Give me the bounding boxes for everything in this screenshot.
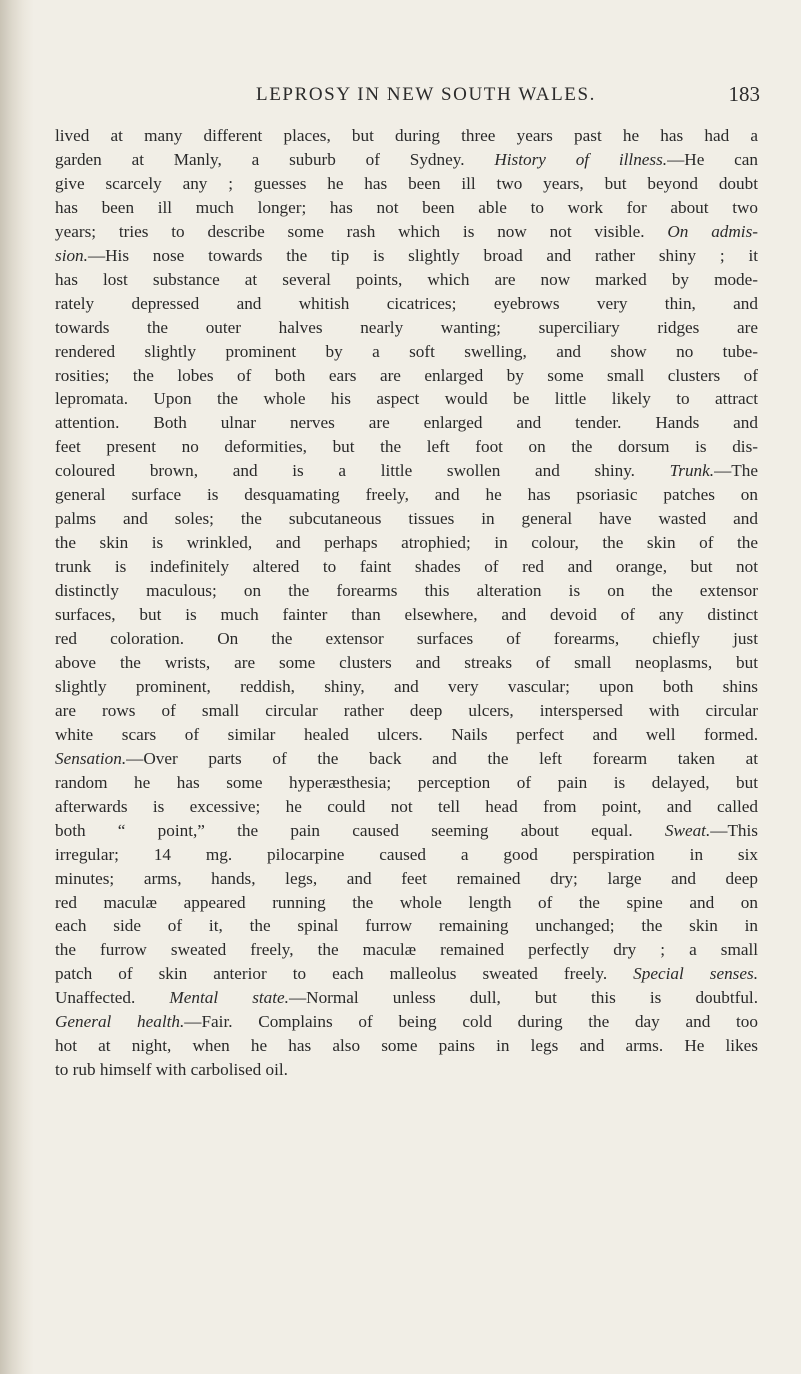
text-run: irregular; 14 mg. pilocarpine caused a good perspiration in six <box>55 844 758 864</box>
text-run: Unaffected. <box>55 988 170 1008</box>
text-line <box>55 627 758 651</box>
text-run: above the wrists, are some clusters and streaks of small neoplasms, but <box>55 652 758 672</box>
italic-heading: sion. <box>55 245 88 265</box>
spine-shadow <box>0 0 34 1374</box>
text-run: feet present no deformities, but the left foot on the dorsum is dis- <box>55 437 758 457</box>
italic-heading: Sensation. <box>55 748 127 768</box>
text-run: —This <box>710 820 758 840</box>
text-line <box>55 531 758 555</box>
italic-heading: On admis- <box>667 221 758 241</box>
italic-heading: Mental state. <box>169 988 289 1008</box>
text-line <box>55 891 758 915</box>
italic-heading: Special senses. <box>633 964 758 984</box>
text-line <box>55 843 758 867</box>
text-line <box>55 986 758 1010</box>
page-header <box>0 84 801 114</box>
text-run: random he has some hyperæsthesia; perception of pain is delayed, but <box>55 772 758 792</box>
text-run: slightly prominent, reddish, shiny, and very vascular; upon both shins <box>55 676 758 696</box>
text-run: lived at many different places, but during three years past he has had a <box>55 126 758 145</box>
text-line <box>55 244 758 268</box>
text-line <box>55 364 758 388</box>
text-run: palms and soles; the subcutaneous tissues in general have wasted and <box>55 509 758 529</box>
text-line <box>55 1034 758 1058</box>
text-line <box>55 220 758 244</box>
text-line <box>55 172 758 196</box>
text-run: coloured brown, and is a little swollen and shiny. <box>55 461 670 481</box>
text-line <box>55 747 758 771</box>
text-run: surfaces, but is much fainter than elsewhere, and devoid of any distinct <box>55 605 758 625</box>
text-line <box>55 316 758 340</box>
text-line <box>55 962 758 986</box>
italic-heading: Trunk. <box>669 461 715 481</box>
text-run: rosities; the lobes of both ears are enlarged by some small clusters of <box>55 365 758 385</box>
text-run: give scarcely any ; guesses he has been ill two years, but beyond doubt <box>55 173 758 193</box>
text-line <box>55 579 758 603</box>
body-text <box>55 124 758 1082</box>
text-run: garden at Manly, a suburb of Sydney. <box>55 149 495 169</box>
text-run: —Normal unless dull, but this is doubtful. <box>288 988 759 1008</box>
text-run: rately depressed and whitish cicatrices; eyebrows very thin, and <box>55 293 758 313</box>
text-run: red maculæ appeared running the whole length of the spine and on <box>55 892 758 912</box>
text-line <box>55 555 758 579</box>
text-line <box>55 603 758 627</box>
text-run: has lost substance at several points, which are now marked by mode- <box>55 269 758 289</box>
text-line <box>55 938 758 962</box>
italic-heading: Sweat. <box>664 820 711 840</box>
text-run: patch of skin anterior to each malleolus sweated freely. <box>55 964 634 984</box>
text-run: hot at night, when he has also some pains in legs and arms. He likes <box>55 1036 758 1056</box>
text-run: trunk is indefinitely altered to faint shades of red and orange, but not <box>55 557 758 577</box>
text-line <box>55 411 758 435</box>
text-run: lepromata. Upon the whole his aspect would be little likely to attract <box>55 389 758 409</box>
text-run: minutes; arms, hands, legs, and feet remained dry; large and deep <box>55 868 758 888</box>
text-run: the furrow sweated freely, the maculæ remained perfectly dry ; a small <box>55 940 758 960</box>
text-run: has been ill much longer; has not been able to work for about two <box>55 197 758 217</box>
text-run: white scars of similar healed ulcers. Nails perfect and well formed. <box>55 724 758 744</box>
text-line <box>55 340 758 364</box>
text-run: afterwards is excessive; he could not tell head from point, and called <box>55 796 758 816</box>
text-line <box>55 387 758 411</box>
text-line <box>55 483 758 507</box>
text-run: years; tries to describe some rash which is now not visible. <box>55 221 668 241</box>
text-run: —The <box>714 461 758 481</box>
text-line <box>55 196 758 220</box>
running-title: LEPROSY IN NEW SOUTH WALES. <box>256 84 596 105</box>
text-line <box>55 507 758 531</box>
text-line <box>55 1058 758 1082</box>
text-line <box>55 771 758 795</box>
text-run: towards the outer halves nearly wanting; superciliary ridges are <box>55 317 758 337</box>
text-run: —Fair. Complains of being cold during the day and too <box>184 1012 758 1032</box>
italic-heading: General health. <box>55 1012 185 1032</box>
text-line <box>55 148 758 172</box>
text-line <box>55 867 758 891</box>
text-line <box>55 124 758 148</box>
text-line <box>55 819 758 843</box>
text-run: the skin is wrinkled, and perhaps atrophied; in colour, the skin of the <box>55 533 758 553</box>
text-run: general surface is desquamating freely, and he has psoriasic patches on <box>55 485 758 505</box>
text-line <box>55 651 758 675</box>
text-line <box>55 268 758 292</box>
text-run: —Over parts of the back and the left forearm taken at <box>126 748 758 768</box>
text-run: each side of it, the spinal furrow remaining unchanged; the skin in <box>55 916 758 936</box>
page-number: 183 <box>728 82 760 106</box>
text-line <box>55 1010 758 1034</box>
text-run: attention. Both ulnar nerves are enlarged and tender. Hands and <box>55 413 758 433</box>
text-run: red coloration. On the extensor surfaces of forearms, chiefly just <box>55 629 758 649</box>
text-line <box>55 292 758 316</box>
text-line <box>55 675 758 699</box>
text-run: to rub himself with carbolised oil. <box>55 1060 288 1080</box>
text-run: —His nose towards the tip is slightly broad and rather shiny ; it <box>87 245 758 265</box>
italic-heading: History of illness. <box>494 149 668 169</box>
text-line <box>55 723 758 747</box>
text-line <box>55 795 758 819</box>
text-line <box>55 459 758 483</box>
text-run: both “ point,” the pain caused seeming about equal. <box>55 820 665 840</box>
text-run: —He can <box>667 149 758 169</box>
text-line <box>55 435 758 459</box>
text-run: distinctly maculous; on the forearms this alteration is on the extensor <box>55 581 758 601</box>
text-line <box>55 699 758 723</box>
text-run: are rows of small circular rather deep ulcers, interspersed with circular <box>55 700 758 720</box>
text-line <box>55 914 758 938</box>
text-run: rendered slightly prominent by a soft swelling, and show no tube- <box>55 341 758 361</box>
